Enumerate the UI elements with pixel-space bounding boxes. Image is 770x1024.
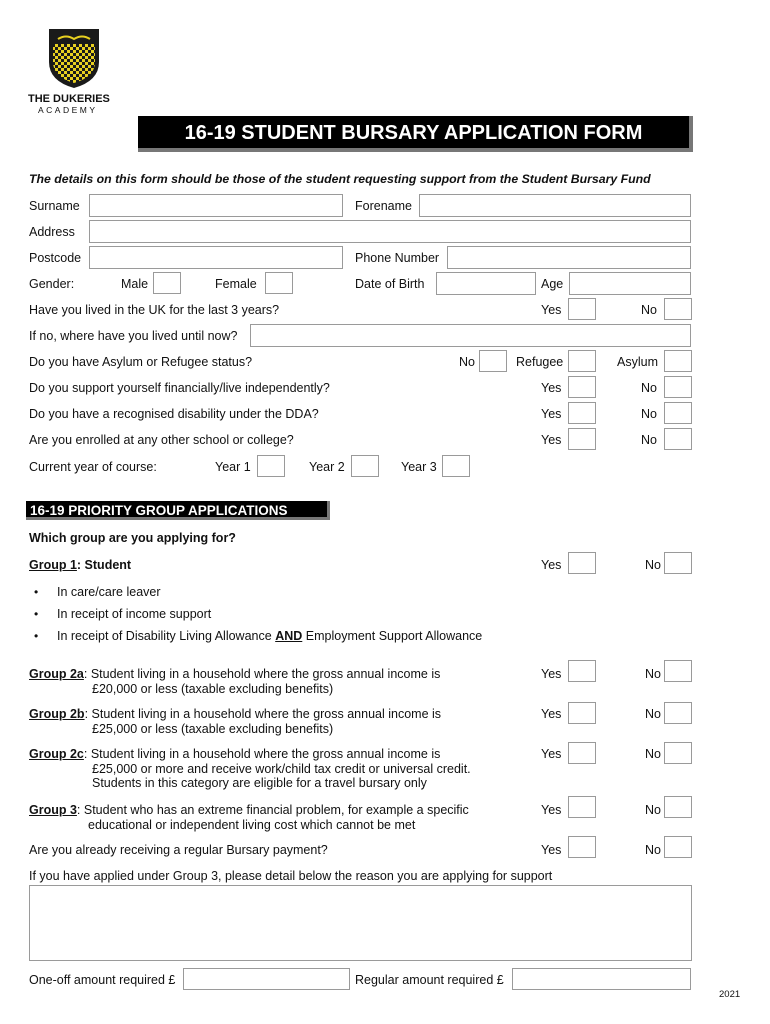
group3-line2: educational or independent living cost which cannot be met <box>88 818 416 832</box>
group1-yes-label: Yes <box>541 558 562 572</box>
uk3-no-checkbox[interactable] <box>664 298 692 320</box>
bullet3-post: Employment Support Allowance <box>305 629 483 643</box>
regular-yes-label: Yes <box>541 843 562 857</box>
address-label: Address <box>29 225 75 239</box>
bullet-icon: • <box>34 607 39 621</box>
footer-year: 2021 <box>719 989 741 1000</box>
asylum-no-label: No <box>459 355 475 369</box>
group2a-no-checkbox[interactable] <box>664 660 692 682</box>
group3-label: Group 3 <box>29 803 77 817</box>
priority-heading: 16-19 PRIORITY GROUP APPLICATIONS <box>30 503 288 518</box>
intro-text: The details on this form should be those of the student requesting support from the Student Bursary Fund <box>29 172 651 186</box>
group2a-label: Group 2a <box>29 667 84 681</box>
postcode-label: Postcode <box>29 251 82 265</box>
group2a-text: : Student living in a household where the gross annual income is <box>83 667 441 681</box>
uk3-question: Have you lived in the UK for the last 3 years? <box>29 303 280 317</box>
group2c-no-checkbox[interactable] <box>664 742 692 764</box>
if-no-input[interactable] <box>250 324 691 347</box>
support-yes-checkbox[interactable] <box>568 376 596 398</box>
group3-yes-label: Yes <box>541 803 562 817</box>
gender-label: Gender: <box>29 277 75 291</box>
group3-no-label: No <box>645 803 661 817</box>
regular-bursary-question: Are you already receiving a regular Bursary payment? <box>29 843 328 857</box>
group2c-yes-checkbox[interactable] <box>568 742 596 764</box>
group2c-no-label: No <box>645 747 661 761</box>
group2b-line2: £25,000 or less (taxable excluding benefits) <box>92 722 334 736</box>
group1-bullet-3 <box>57 629 482 644</box>
enrolled-yes-checkbox[interactable] <box>568 428 596 450</box>
group3-detail-prompt: If you have applied under Group 3, please detail below the reason you are applying for support <box>29 869 553 883</box>
male-checkbox[interactable] <box>153 272 181 294</box>
group2c-label: Group 2c <box>29 747 84 761</box>
group2a-yes-checkbox[interactable] <box>568 660 596 682</box>
year1-checkbox[interactable] <box>257 455 285 477</box>
support-no-checkbox[interactable] <box>664 376 692 398</box>
regular-no-label: No <box>645 843 661 857</box>
regular-yes-checkbox[interactable] <box>568 836 596 858</box>
group2c-yes-label: Yes <box>541 747 562 761</box>
uk3-yes-checkbox[interactable] <box>568 298 596 320</box>
regular-amount-label: Regular amount required £ <box>355 973 504 987</box>
forename-label: Forename <box>355 199 412 213</box>
surname-label: Surname <box>29 199 80 213</box>
bullet3-and: AND <box>275 629 303 643</box>
crest-shield-icon <box>46 26 102 90</box>
disability-no-label: No <box>641 407 657 421</box>
group2a-line2: £20,000 or less (taxable excluding benefits) <box>92 682 334 696</box>
group2c-line2: £25,000 or more and receive work/child tax credit or universal credit. <box>92 762 471 776</box>
group2b-yes-checkbox[interactable] <box>568 702 596 724</box>
disability-yes-label: Yes <box>541 407 562 421</box>
regular-no-checkbox[interactable] <box>664 836 692 858</box>
course-year-label: Current year of course: <box>29 460 157 474</box>
group1-no-checkbox[interactable] <box>664 552 692 574</box>
asylum-question: Do you have Asylum or Refugee status? <box>29 355 253 369</box>
group3-text: : Student who has an extreme financial problem, for example a specific <box>76 803 469 817</box>
enrolled-question: Are you enrolled at any other school or college? <box>29 433 294 447</box>
address-input[interactable] <box>89 220 691 243</box>
group2b-yes-label: Yes <box>541 707 562 721</box>
group2a-no-label: No <box>645 667 661 681</box>
if-no-question: If no, where have you lived until now? <box>29 329 238 343</box>
year2-checkbox[interactable] <box>351 455 379 477</box>
group2b-text: : Student living in a household where the gross annual income is <box>84 707 442 721</box>
uk3-no-label: No <box>641 303 657 317</box>
phone-input[interactable] <box>447 246 691 269</box>
support-no-label: No <box>641 381 657 395</box>
refugee-label: Refugee <box>516 355 564 369</box>
school-name: THE DUKERIES <box>28 93 110 105</box>
group1-yes-checkbox[interactable] <box>568 552 596 574</box>
year1-label: Year 1 <box>215 460 251 474</box>
group1-bullet: In care/care leaver <box>57 585 161 599</box>
female-checkbox[interactable] <box>265 272 293 294</box>
phone-label: Phone Number <box>355 251 440 265</box>
group2c-line3: Students in this category are eligible for a travel bursary only <box>92 776 427 790</box>
support-yes-label: Yes <box>541 381 562 395</box>
group1-text: : Student <box>76 558 132 572</box>
bullet-icon: • <box>34 585 39 599</box>
group2b-no-checkbox[interactable] <box>664 702 692 724</box>
group2b-no-label: No <box>645 707 661 721</box>
group2a-line1 <box>29 667 440 682</box>
year3-label: Year 3 <box>401 460 437 474</box>
form-title: 16-19 STUDENT BURSARY APPLICATION FORM <box>184 122 643 144</box>
refugee-checkbox[interactable] <box>568 350 596 372</box>
regular-amount-input[interactable] <box>512 968 691 990</box>
which-group-question: Which group are you applying for? <box>29 531 236 545</box>
group3-line1 <box>29 803 469 818</box>
surname-input[interactable] <box>89 194 343 217</box>
bullet-icon: • <box>34 629 39 643</box>
year2-label: Year 2 <box>309 460 345 474</box>
age-label: Age <box>541 277 564 291</box>
forename-input[interactable] <box>419 194 691 217</box>
uk3-yes-label: Yes <box>541 303 562 317</box>
group2b-label: Group 2b <box>29 707 85 721</box>
disability-no-checkbox[interactable] <box>664 402 692 424</box>
oneoff-amount-label: One-off amount required £ <box>29 973 176 987</box>
support-question: Do you support yourself financially/live independently? <box>29 381 330 395</box>
group2b-line1 <box>29 707 441 722</box>
school-subtitle: ACADEMY <box>38 105 98 115</box>
group3-detail-textarea[interactable] <box>29 885 692 961</box>
group2a-yes-label: Yes <box>541 667 562 681</box>
female-label: Female <box>215 277 257 291</box>
oneoff-amount-input[interactable] <box>183 968 350 990</box>
group3-yes-checkbox[interactable] <box>568 796 596 818</box>
school-crest <box>46 26 102 90</box>
group2c-line1 <box>29 747 440 762</box>
enrolled-no-checkbox[interactable] <box>664 428 692 450</box>
asylum-checkbox[interactable] <box>664 350 692 372</box>
group2c-text: : Student living in a household where the gross annual income is <box>83 747 441 761</box>
group3-no-checkbox[interactable] <box>664 796 692 818</box>
group1-label: Group 1 <box>29 558 77 572</box>
disability-question: Do you have a recognised disability under the DDA? <box>29 407 319 421</box>
age-input[interactable] <box>569 272 691 295</box>
enrolled-no-label: No <box>641 433 657 447</box>
year3-checkbox[interactable] <box>442 455 470 477</box>
asylum-no-checkbox[interactable] <box>479 350 507 372</box>
group1-line <box>29 558 131 573</box>
group1-bullet: In receipt of income support <box>57 607 212 621</box>
bullet3-pre: In receipt of Disability Living Allowance <box>57 629 272 643</box>
dob-input[interactable] <box>436 272 536 295</box>
dob-label: Date of Birth <box>355 277 425 291</box>
asylum-label: Asylum <box>617 355 658 369</box>
group1-no-label: No <box>645 558 661 572</box>
male-label: Male <box>121 277 149 291</box>
disability-yes-checkbox[interactable] <box>568 402 596 424</box>
postcode-input[interactable] <box>89 246 343 269</box>
enrolled-yes-label: Yes <box>541 433 562 447</box>
